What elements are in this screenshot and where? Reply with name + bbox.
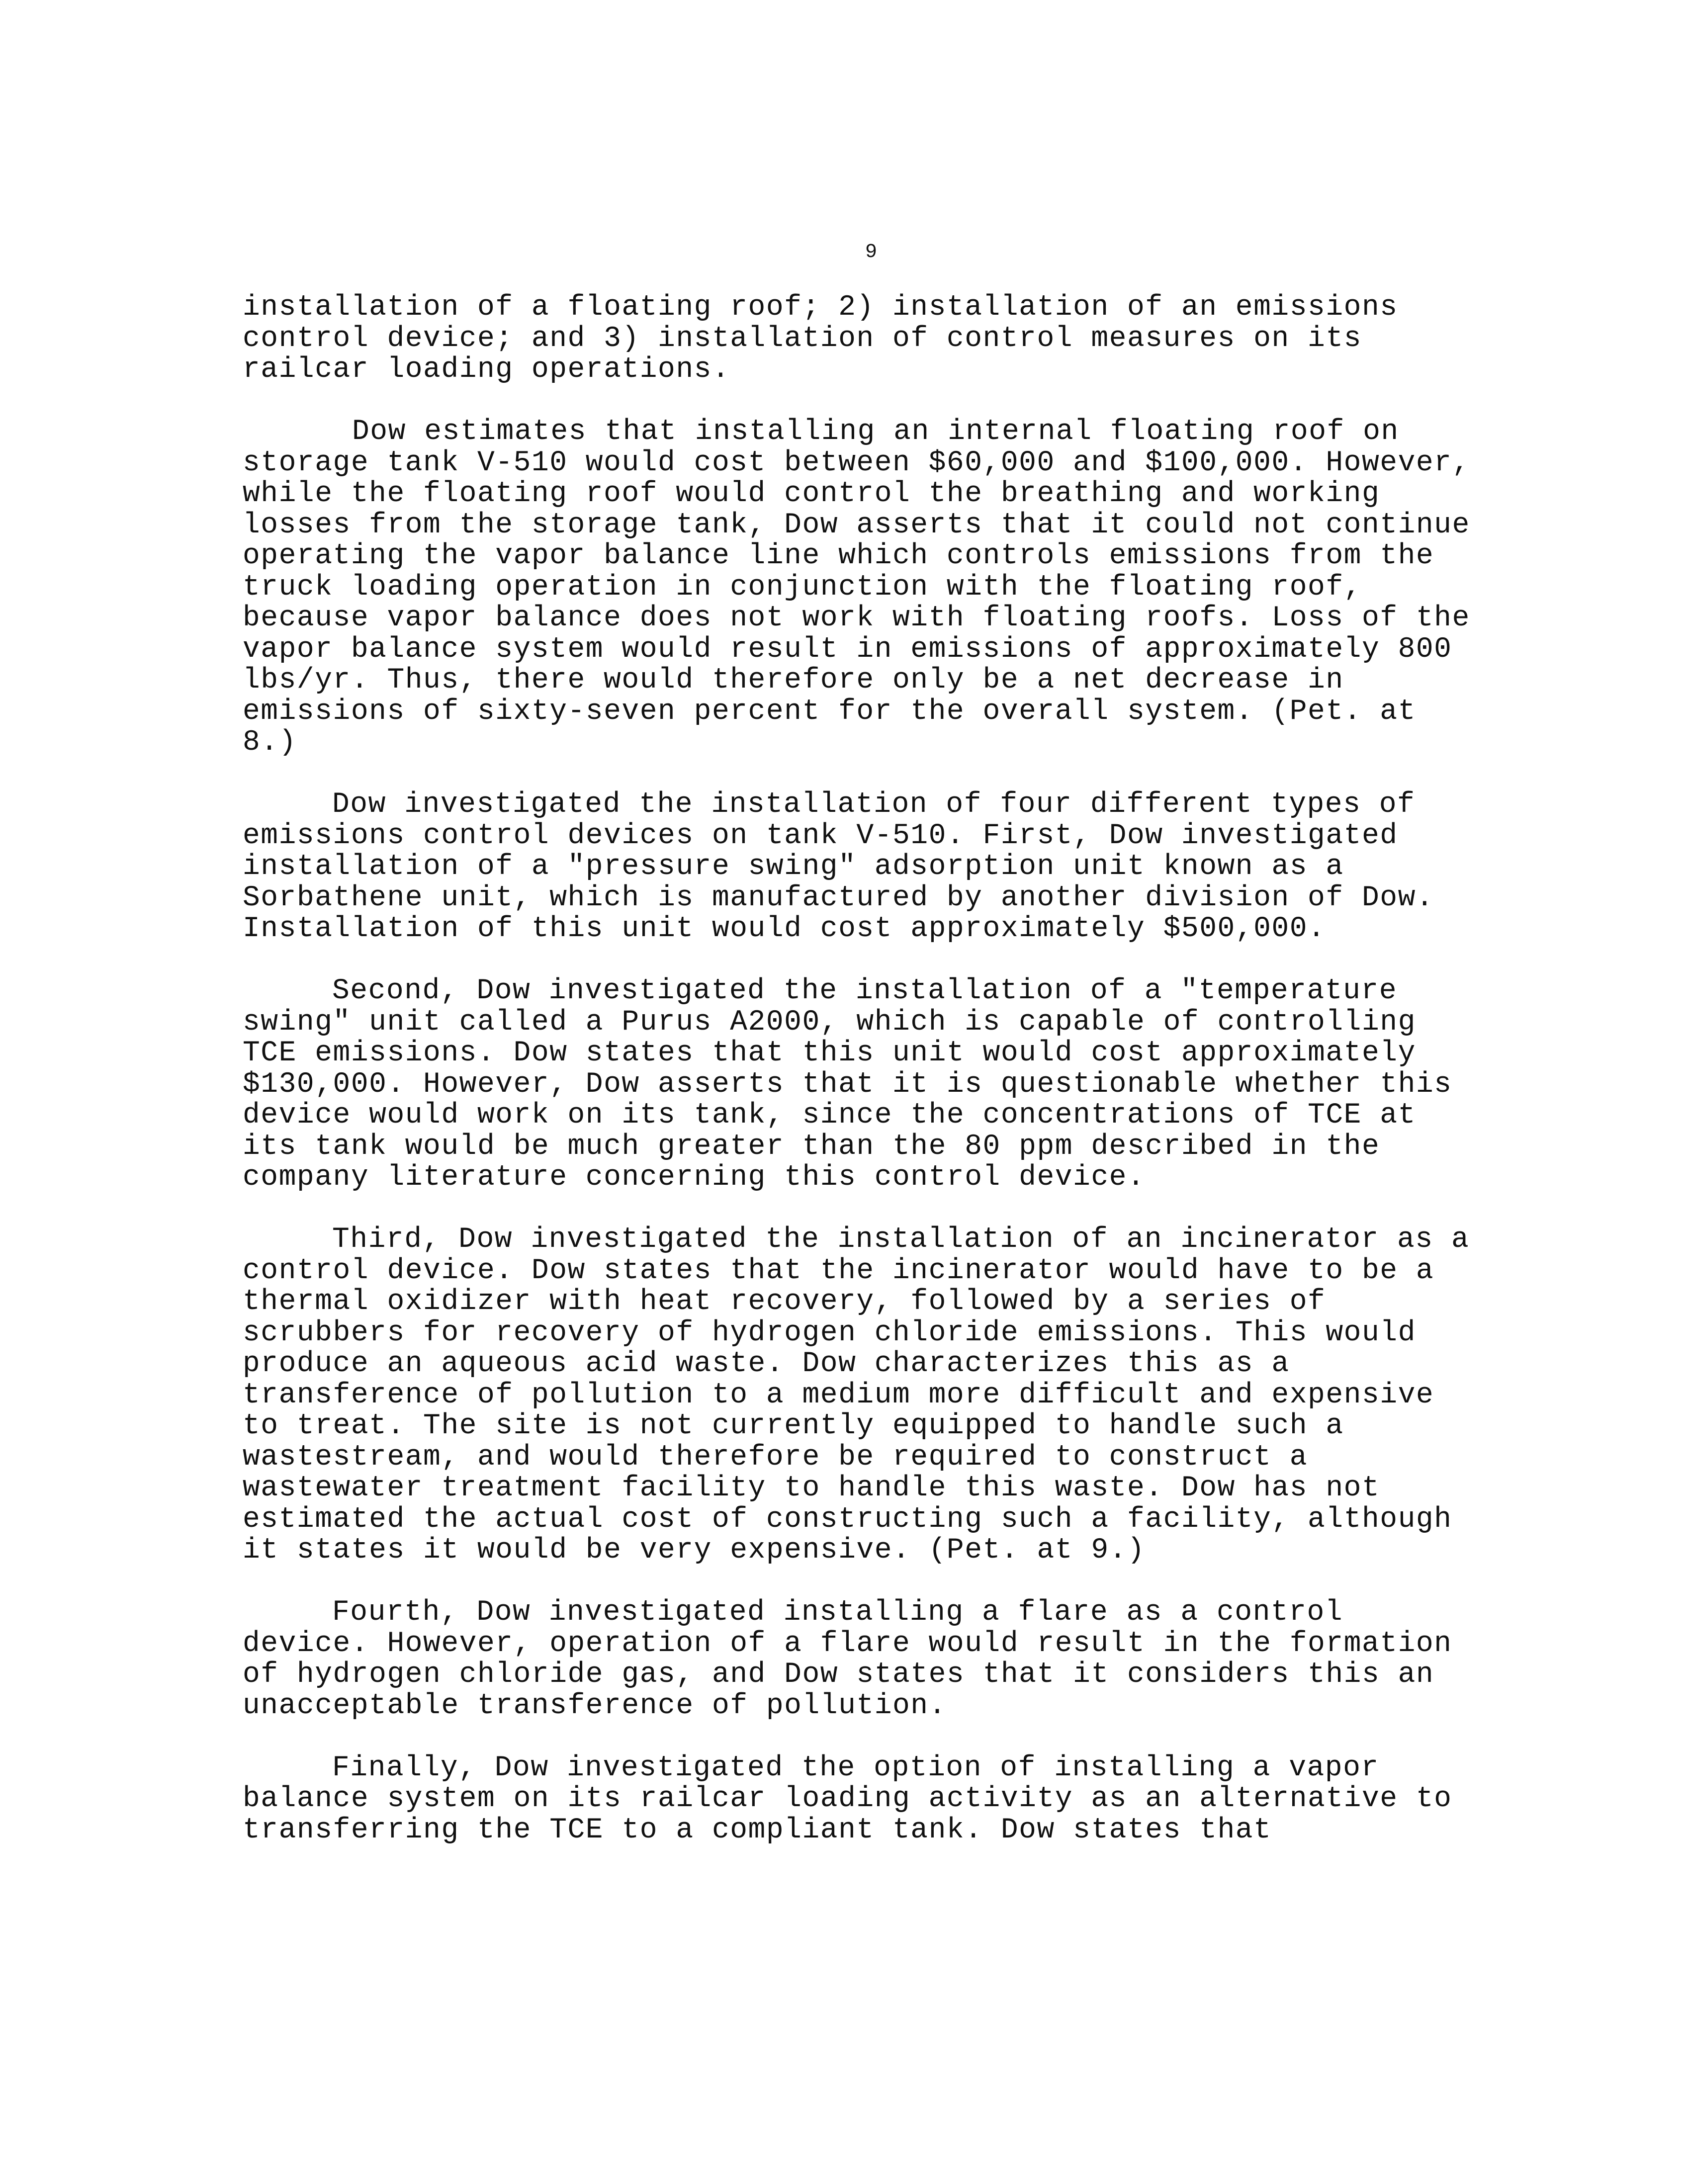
paragraph-continuation: installation of a floating roof; 2) installation of an emissions control device; and 3) installation of control measures on its railcar loading operations. [243,291,1398,386]
document-body [243,292,1476,1877]
paragraph-incinerator: Third, Dow investigated the installation of an incinerator as a control device. Dow states that the incinerator would have to be a thermal oxidizer with heat recovery, followed by a series of scrubbers for recovery of hydrogen chloride emissions. This would produce an aqueous acid waste. Dow characterizes this as a transference of pollution to a medium more difficult and expensive to treat. The site is not currently equipped to handle such a wastestream, and would therefore be required to construct a wastewater treatment facility to handle this waste. Dow has not estimated the actual cost of constructing such a facility, although it states it would be very expensive. (Pet. at 9.) [243,1223,1470,1567]
paragraph-control-devices: Dow investigated the installation of four different types of emissions control devices on tank V-510. First, Dow investigated installation of a "pressure swing" adsorption unit known as a Sorbathene unit, which is manufactured by another division of Dow. Installation of this unit would cost approximately $500,000. [243,788,1434,945]
paragraph-floating-roof-cost: Dow estimates that installing an internal floating roof on storage tank V-510 would cost between $60,000 and $100,000. However, while the floating roof would control the breathing and working losses from the storage tank, Dow asserts that it could not continue operating the vapor balance line which controls emissions from the truck loading operation in conjunction with the floating roof, because vapor balance does not work with floating roofs. Loss of the vapor balance system would result in emissions of approximately 800 lbs/yr. Thus, there would therefore only be a net decrease in emissions of sixty-seven percent for the overall system. (Pet. at 8.) [243,416,1470,759]
paragraph-flare: Fourth, Dow investigated installing a flare as a control device. However, operation of a flare would result in the formation of hydrogen chloride gas, and Dow states that it considers this an unacceptable transference of pollution. [243,1596,1452,1722]
page-number: 9 [865,241,878,263]
paragraph-vapor-balance: Finally, Dow investigated the option of installing a vapor balance system on its railcar loading activity as an alternative to transferring the TCE to a compliant tank. Dow states that [243,1751,1452,1846]
paragraph-temperature-swing: Second, Dow investigated the installation of a "temperature swing" unit called a Purus A2000, which is capable of controlling TCE emissions. Dow states that this unit would cost approximately $130,000. However, Dow asserts that it is questionable whether this device would work on its tank, since the concentrations of TCE at its tank would be much greater than the 80 ppm described in the company literature concerning this control device. [243,975,1452,1194]
